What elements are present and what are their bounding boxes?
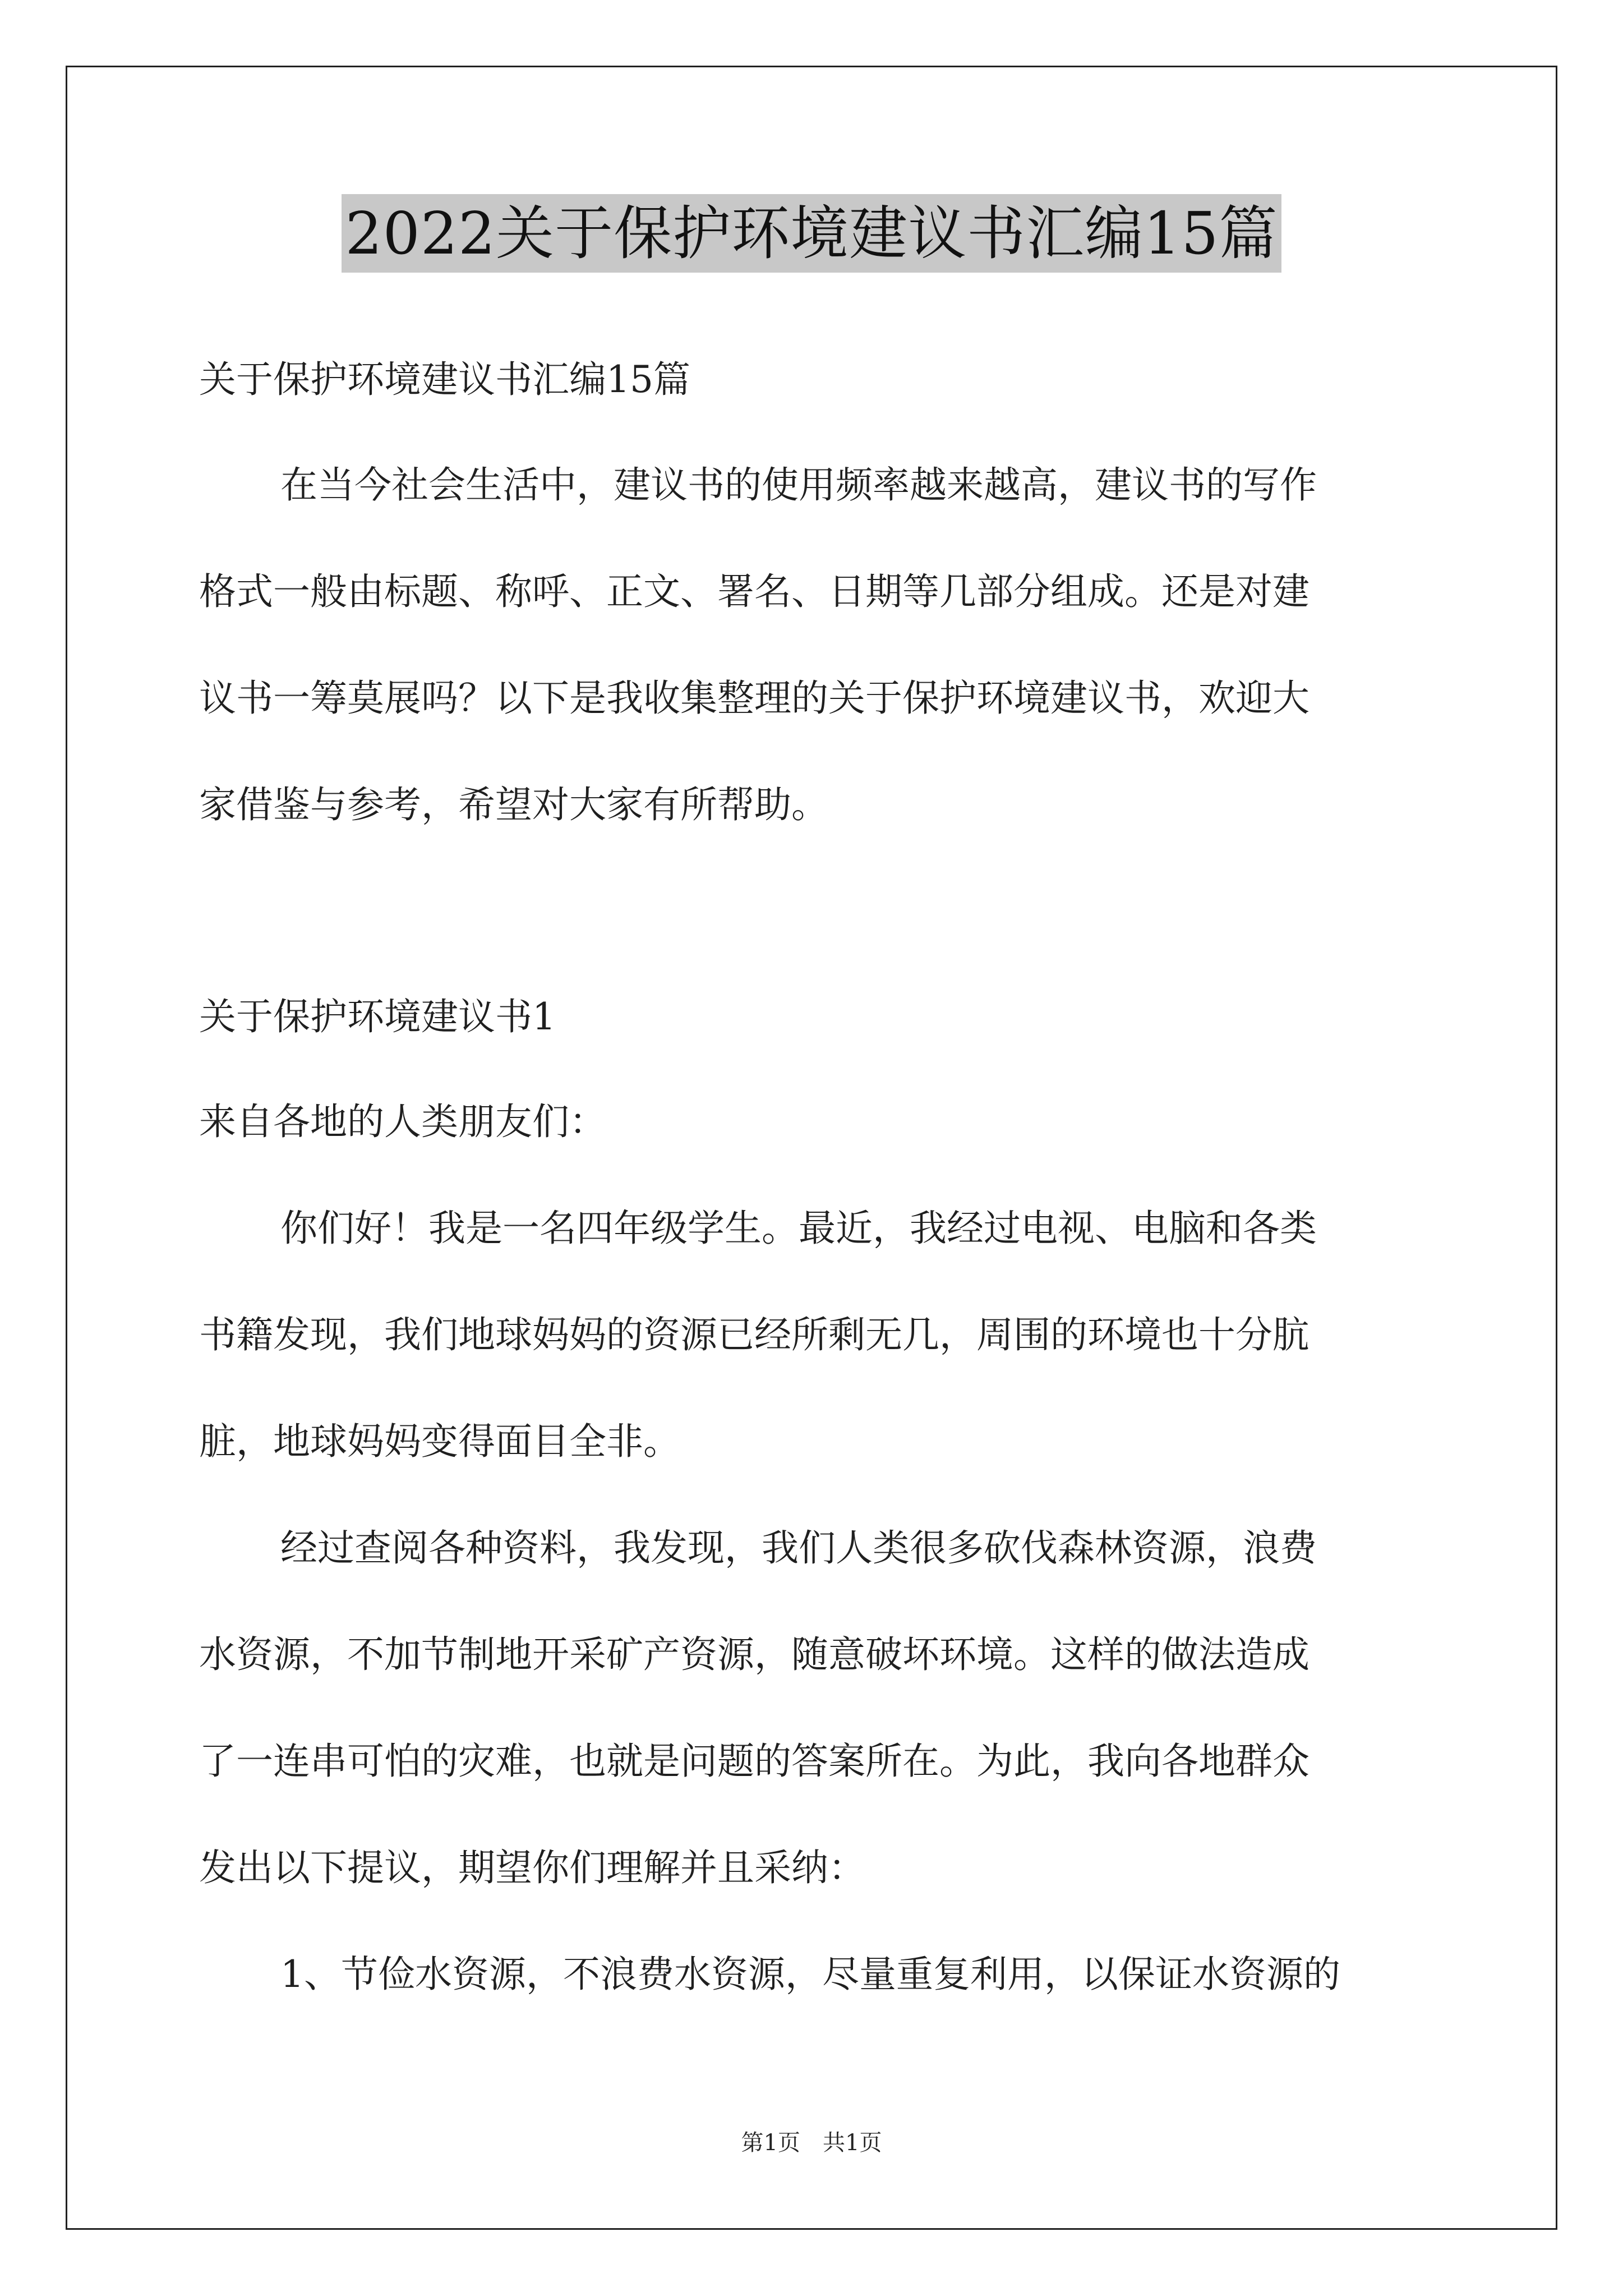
para1-line-3: 脏，地球妈妈变得面目全非。 [199, 1420, 680, 1463]
document-subtitle: 关于保护环境建议书汇编15篇 [199, 358, 690, 401]
intro-line-4: 家借鉴与参考，希望对大家有所帮助。 [199, 783, 828, 826]
para2-line-4: 发出以下提议，期望你们理解并且采纳： [199, 1846, 865, 1889]
para1-line-2: 书籍发现，我们地球妈妈的资源已经所剩无几，周围的环境也十分肮 [199, 1313, 1310, 1356]
intro-line-3: 议书一筹莫展吗？以下是我收集整理的关于保护环境建议书，欢迎大 [199, 677, 1310, 720]
para2-line-2: 水资源，不加节制地开采矿产资源，随意破坏环境。这样的做法造成 [199, 1633, 1310, 1676]
para2-line-1: 经过查阅各种资料，我发现，我们人类很多砍伐森林资源，浪费 [280, 1526, 1317, 1570]
para1-line-1: 你们好！我是一名四年级学生。最近，我经过电视、电脑和各类 [280, 1207, 1317, 1250]
intro-line-2: 格式一般由标题、称呼、正文、署名、日期等几部分组成。还是对建 [199, 570, 1310, 613]
item1-line: 1、节俭水资源，不浪费水资源，尽量重复利用，以保证水资源的 [280, 1953, 1340, 1996]
intro-line-1: 在当今社会生活中，建议书的使用频率越来越高，建议书的写作 [280, 463, 1317, 507]
salutation: 来自各地的人类朋友们： [199, 1100, 606, 1143]
title-container [0, 194, 1623, 273]
para2-line-3: 了一连串可怕的灾难，也就是问题的答案所在。为此，我向各地群众 [199, 1740, 1310, 1783]
document-title: 2022关于保护环境建议书汇编15篇 [342, 194, 1281, 273]
section-heading: 关于保护环境建议书1 [199, 995, 556, 1038]
page-footer: 第1页 共1页 [741, 2130, 882, 2156]
